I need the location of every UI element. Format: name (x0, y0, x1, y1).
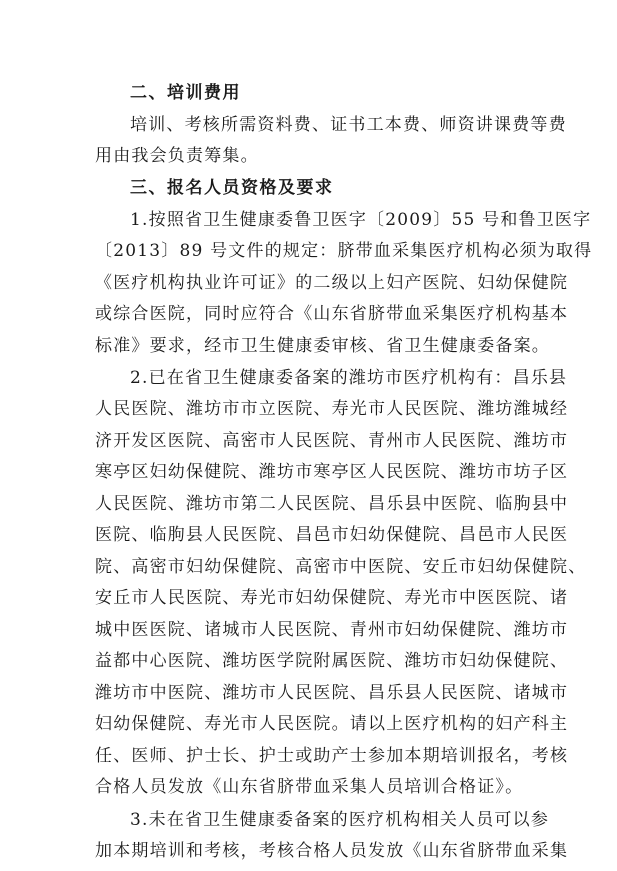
paragraph-line: 寒亭区妇幼保健院、潍坊市寒亭区人民医院、潍坊市坊子区 (95, 462, 569, 482)
paragraph-line: 医院、临朐县人民医院、昌邑市妇幼保健院、昌邑市人民医 (95, 525, 569, 545)
paragraph-line: 用由我会负责筹集。 (95, 146, 259, 166)
paragraph-line: 任、医师、护士长、护士或助产士参加本期培训报名，考核 (95, 746, 569, 766)
paragraph-line: 益都中心医院、潍坊医学院附属医院、潍坊市妇幼保健院、 (95, 651, 569, 671)
paragraph-line: 潍坊市中医院、潍坊市人民医院、昌乐县人民医院、诸城市 (95, 683, 569, 703)
paragraph-line: 妇幼保健院、寿光市人民医院。请以上医疗机构的妇产科主 (95, 714, 569, 734)
section-heading-qualifications: 三、报名人员资格及要求 (130, 178, 334, 198)
paragraph-line: 培训、考核所需资料费、证书工本费、师资讲课费等费 (130, 115, 567, 135)
paragraph-line: 或综合医院，同时应符合《山东省脐带血采集医疗机构基本 (95, 304, 569, 324)
paragraph-line: 城中医医院、诸城市人民医院、青州市妇幼保健院、潍坊市 (95, 620, 569, 640)
paragraph-line: 〔2013〕89 号文件的规定：脐带血采集医疗机构必须为取得 (95, 241, 593, 261)
paragraph-line: 人民医院、潍坊市第二人民医院、昌乐县中医院、临朐县中 (95, 494, 569, 514)
paragraph-line: 济开发区医院、高密市人民医院、青州市人民医院、潍坊市 (95, 431, 569, 451)
paragraph-line: 2.已在省卫生健康委备案的潍坊市医疗机构有：昌乐县 (130, 368, 568, 388)
paragraph-line: 院、高密市妇幼保健院、高密市中医院、安丘市妇幼保健院、 (95, 557, 587, 577)
paragraph-line: 加本期培训和考核，考核合格人员发放《山东省脐带血采集 (95, 841, 569, 861)
paragraph-line: 标准》要求，经市卫生健康委审核、省卫生健康委备案。 (95, 336, 550, 356)
paragraph-line: 3.未在省卫生健康委备案的医疗机构相关人员可以参 (130, 810, 550, 830)
paragraph-line: 安丘市人民医院、寿光市妇幼保健院、寿光市中医医院、诸 (95, 588, 569, 608)
paragraph-line: 《医疗机构执业许可证》的二级以上妇产医院、妇幼保健院 (95, 273, 569, 293)
paragraph-line: 人民医院、潍坊市市立医院、寿光市人民医院、潍坊潍城经 (95, 399, 569, 419)
section-heading-training-fees: 二、培训费用 (130, 83, 241, 103)
paragraph-line: 1.按照省卫生健康委鲁卫医字〔2009〕55 号和鲁卫医字 (130, 210, 592, 230)
paragraph-line: 合格人员发放《山东省脐带血采集人员培训合格证》。 (95, 777, 524, 797)
